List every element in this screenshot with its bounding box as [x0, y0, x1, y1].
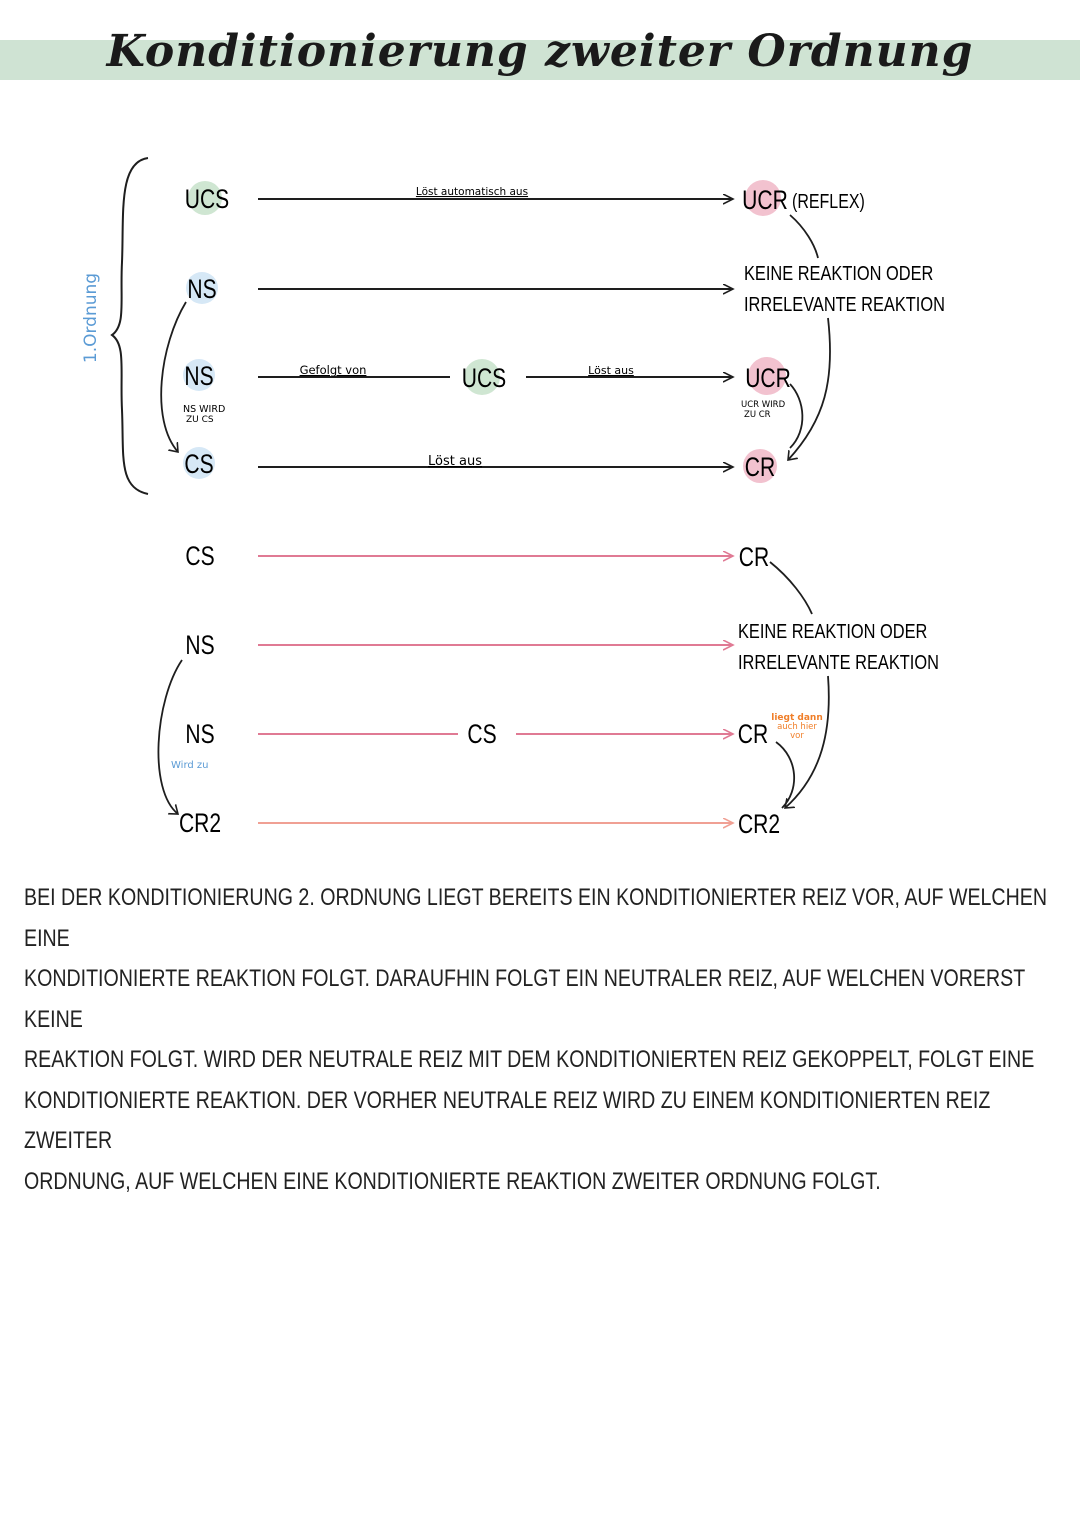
s2-no-reaction-to-cr2-curve [785, 676, 829, 808]
s2-cr-to-cr2-curve [776, 742, 794, 808]
row4-right: CR [744, 452, 776, 483]
row2-right-line1: KEINE REAKTION ODER [744, 261, 934, 285]
row1-arrow-label: Löst automatisch aus [415, 186, 529, 198]
explanation-line: KONDITIONIERTE REAKTION. DER VORHER NEUTRALE REIZ WIRD ZU EINEM KONDITIONIERTEN REIZ ZWEITER [24, 1086, 991, 1154]
row2-right-line2: IRRELEVANTE REAKTION [744, 292, 945, 316]
row4-arrow-label: Löst aus [428, 454, 482, 469]
s2-row2-left: NS [185, 630, 215, 661]
row1-left: UCS [184, 184, 230, 215]
row3-right: UCR [745, 363, 791, 394]
s2-row4-right: CR2 [737, 809, 781, 840]
s2-ns-to-cr2-curve [158, 660, 182, 814]
row3-left: NS [184, 361, 214, 392]
explanation-line: REAKTION FOLGT. WIRD DER NEUTRALE REIZ MIT DEM KONDITIONIERTEN REIZ GEKOPPELT, FOLGT EINE [24, 1046, 1035, 1073]
s2-cr-note-3: vor [790, 731, 804, 741]
row1-right-note: (REFLEX) [792, 190, 865, 213]
s2-ns-note: Wird zu [171, 760, 209, 771]
s2-row3-left: NS [185, 719, 215, 750]
s2-row1-right: CR [738, 542, 770, 573]
s2-cr-to-no-reaction-curve [770, 562, 812, 614]
explanation-line: KONDITIONIERTE REAKTION FOLGT. DARAUFHIN FOLGT EIN NEUTRALER REIZ, AUF WELCHEN VORERST KEINE [24, 965, 1025, 1033]
row3-label-b: Löst aus [588, 364, 634, 377]
ucr-to-cr-curve [790, 384, 802, 448]
ucr-to-no-reaction-curve [790, 215, 818, 258]
ucr-becomes-cr-note-2: ZU CR [744, 410, 771, 420]
row3-middle: UCS [461, 363, 507, 394]
row3-label-a: Gefolgt von [299, 363, 367, 377]
row2-left: NS [187, 274, 217, 305]
explanation-text [24, 878, 1056, 1202]
s2-row3-middle: CS [467, 719, 497, 750]
s2-cr-note-2: auch hier [777, 722, 817, 732]
explanation-line: ORDNUNG, AUF WELCHEN EINE KONDITIONIERTE REAKTION ZWEITER ORDNUNG FOLGT. [24, 1167, 881, 1195]
ucr-becomes-cr-note-1: UCR WIRD [741, 400, 786, 410]
row1-right: UCR [742, 185, 788, 216]
row4-left: CS [184, 449, 214, 480]
ordnung-label: 1.Ordnung [81, 272, 101, 364]
s2-row4-left: CR2 [178, 808, 222, 839]
explanation-line: BEI DER KONDITIONIERUNG 2. ORDNUNG LIEGT BEREITS EIN KONDITIONIERTER REIZ VOR, AUF WELCHEN EINE [24, 884, 1047, 952]
s2-row2-right-line2: IRRELEVANTE REAKTION [738, 650, 939, 674]
s2-cr-note-1: liegt dann [771, 713, 823, 723]
s2-row2-right-line1: KEINE REAKTION ODER [738, 619, 928, 643]
s2-row1-left: CS [185, 541, 215, 572]
ns-becomes-cs-note-2: ZU CS [186, 415, 214, 425]
ns-to-cs-curve [161, 302, 186, 452]
page-title: Konditionierung zweiter Ordnung [106, 26, 974, 77]
ns-becomes-cs-note-1: NS WIRD [183, 404, 226, 415]
s2-row3-right: CR [737, 719, 769, 750]
ordnung-brace [112, 158, 148, 494]
